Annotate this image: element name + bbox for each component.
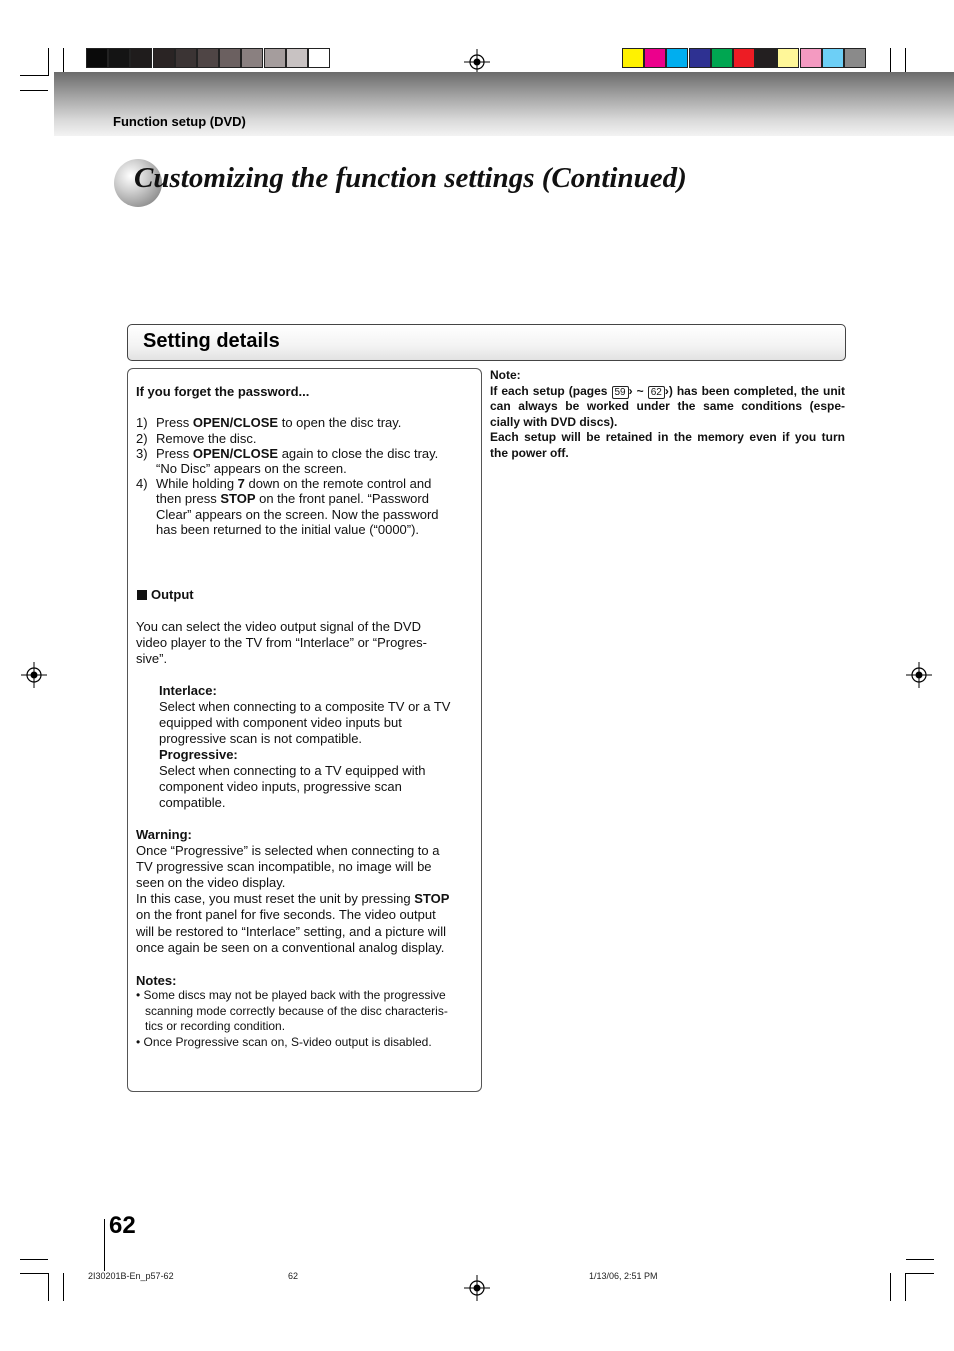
chevron-right-icon: ›	[628, 383, 633, 398]
calibration-swatch	[130, 48, 152, 68]
calibration-swatch	[777, 48, 799, 68]
calibration-swatch	[755, 48, 777, 68]
calibration-swatch	[800, 48, 822, 68]
registration-mark-icon	[906, 662, 932, 688]
calibration-swatch	[822, 48, 844, 68]
square-bullet-icon	[137, 590, 147, 600]
crop-mark	[906, 1259, 934, 1260]
calibration-swatch	[219, 48, 241, 68]
calibration-swatch	[197, 48, 219, 68]
notes-block: Notes: • Some discs may not be played back with the progressive scanning mode correctly because of the disc characteris- tics or recording condition. • Once Progressive scan on, S-video output is disabled.	[136, 973, 448, 1049]
crop-mark	[890, 1273, 891, 1301]
crop-mark	[905, 1273, 906, 1301]
crop-mark	[20, 90, 48, 91]
warning-block: Warning: Once “Progressive” is selected when connecting to a TV progressive scan incompatible, no image will be seen on the video display. In this case, you must reset the unit by pressing STOP on the front panel for five seconds. The video output will be restored to “Interlace” setting, and a picture will once again be seen on a conventional analog display.	[136, 827, 450, 955]
calibration-swatch	[689, 48, 711, 68]
page-number-rule	[104, 1219, 105, 1271]
footer-page: 62	[288, 1271, 299, 1281]
page-reference: 59	[612, 386, 629, 399]
output-heading: Output	[137, 587, 194, 603]
calibration-swatch	[175, 48, 197, 68]
list-item: 3) Press OPEN/CLOSE again to close the disc tray. “No Disc” appears on the screen.	[136, 446, 439, 477]
calibration-swatch	[108, 48, 130, 68]
calibration-swatch	[308, 48, 330, 68]
page-number: 62	[109, 1212, 136, 1239]
registration-mark-icon	[21, 662, 47, 688]
footer-date: 1/13/06, 2:51 PM	[589, 1271, 658, 1281]
calibration-swatch	[711, 48, 733, 68]
crop-mark	[20, 1259, 48, 1260]
calibration-swatch	[286, 48, 308, 68]
calibration-swatch	[622, 48, 644, 68]
registration-mark-icon	[464, 1275, 490, 1301]
calibration-swatch	[666, 48, 688, 68]
note-block: Note: If each setup (pages 59 › ~ 62 ›) has been completed, the unit can always be worked under the same conditions (espe- cially with DVD discs). Each setup will be retained in the memory even if you turn the power off.	[490, 368, 846, 460]
section-label: Function setup (DVD)	[113, 114, 246, 129]
chevron-right-icon: ›	[664, 383, 669, 398]
list-item: 1) Press OPEN/CLOSE to open the disc tray.	[136, 415, 402, 430]
setting-details-header	[127, 324, 846, 361]
crop-mark	[20, 1273, 48, 1274]
crop-mark	[48, 48, 49, 76]
password-heading: If you forget the password...	[136, 384, 310, 399]
calibration-swatch	[644, 48, 666, 68]
page-reference: 62	[648, 386, 665, 399]
calibration-swatch	[241, 48, 263, 68]
crop-mark	[906, 1273, 934, 1274]
calibration-swatch	[86, 48, 108, 68]
page-title: Customizing the function settings (Continued)	[134, 162, 687, 194]
footer-file: 2I30201B-En_p57-62	[88, 1271, 174, 1281]
output-intro: You can select the video output signal of the DVD video player to the TV from “Interlace” or “Progres- sive”.	[136, 619, 427, 666]
crop-mark	[63, 1273, 64, 1301]
list-item: 4) While holding 7 down on the remote control and then press STOP on the front panel. “Password Clear” appears on the screen. Now the password has been returned to the initial value (“0000”).	[136, 476, 439, 537]
list-item: 2) Remove the disc.	[136, 431, 257, 446]
interlace-option: Interlace: Select when connecting to a composite TV or a TV equipped with component video inputs but progressive scan is not compatible. Progressive: Select when connecting to a TV equipped with component video inputs, progressive scan compatible.	[159, 683, 451, 810]
crop-mark	[20, 75, 48, 76]
calibration-swatch	[264, 48, 286, 68]
calibration-swatch	[733, 48, 755, 68]
crop-mark	[48, 1273, 49, 1301]
calibration-swatch	[844, 48, 866, 68]
setting-details-title: Setting details	[143, 330, 280, 352]
calibration-swatch	[153, 48, 175, 68]
